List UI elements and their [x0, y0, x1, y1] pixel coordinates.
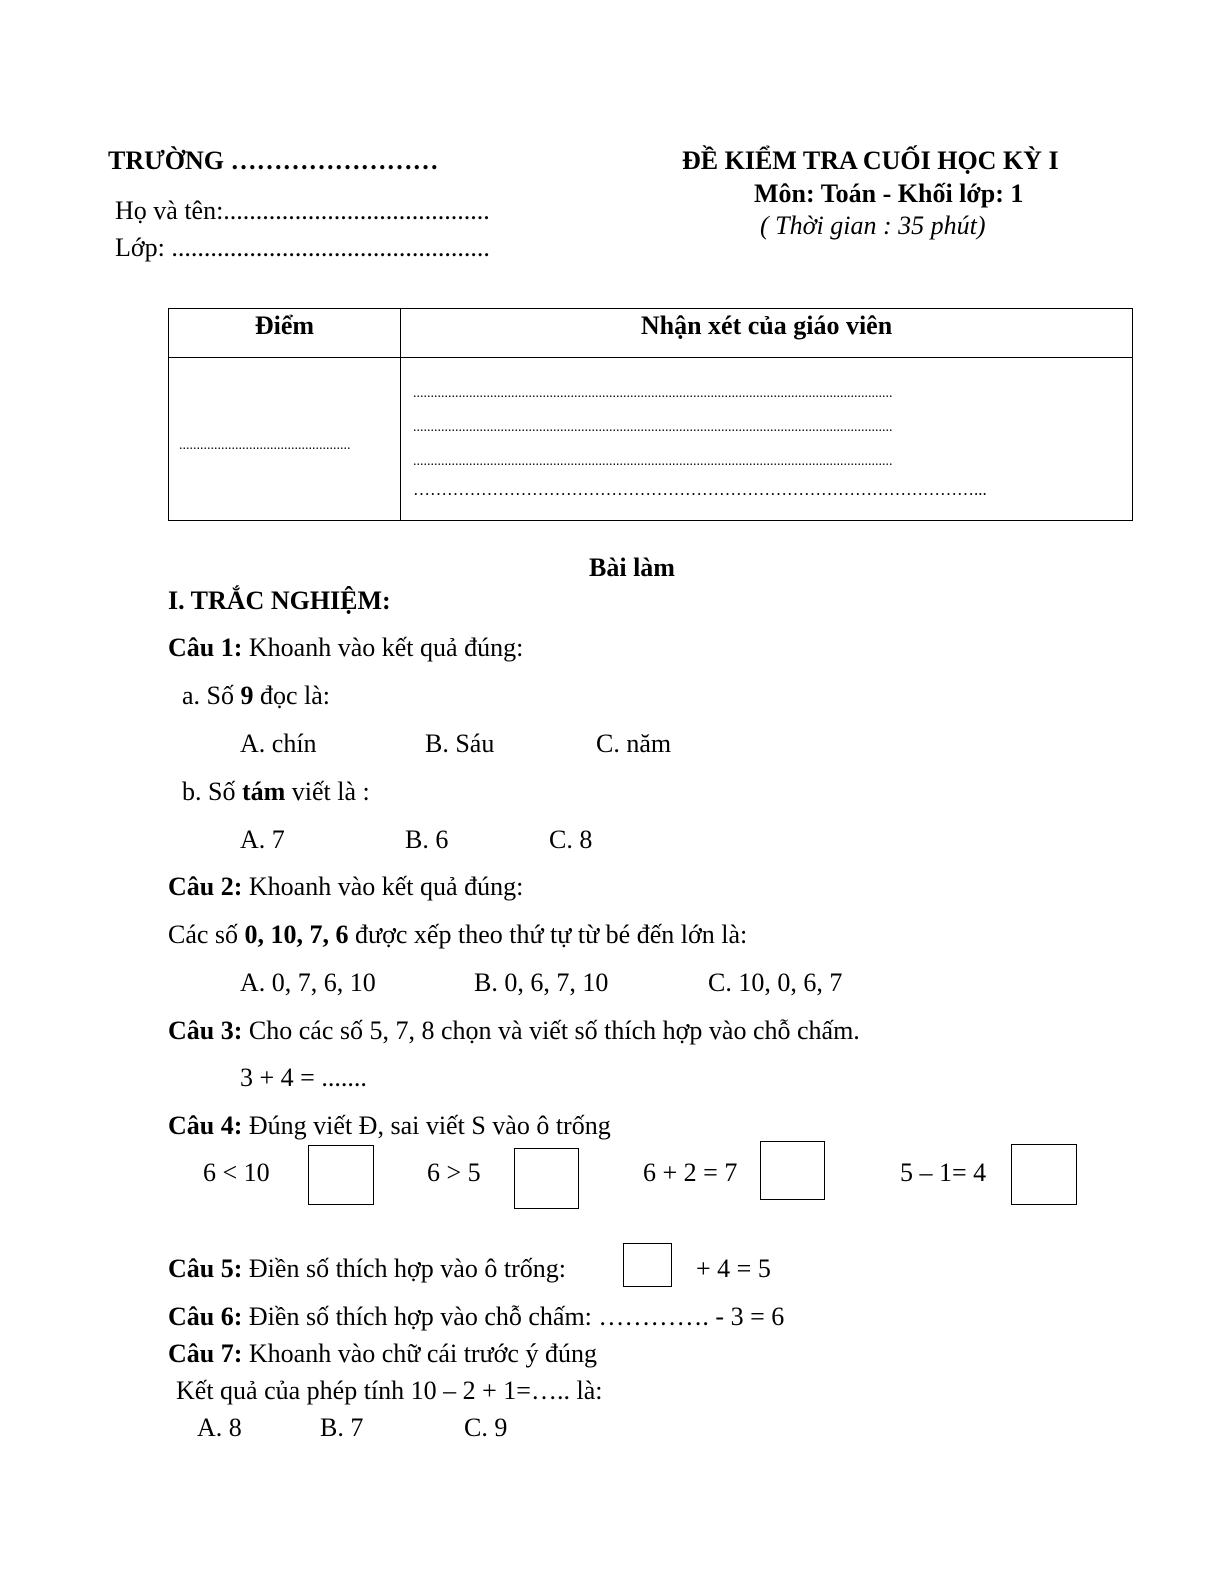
question-label: Câu 6: — [168, 1302, 243, 1331]
grade-table — [168, 308, 1133, 521]
comment-line: ......................................................................................................................................... — [413, 386, 893, 401]
q4-answer-box-1[interactable] — [308, 1145, 374, 1205]
q4-answer-box-2[interactable] — [514, 1148, 579, 1209]
question-text: Điền số thích hợp vào chỗ chấm: …………. - 3 = 6 — [242, 1302, 785, 1331]
comment-line: ......................................................................................................................................... — [413, 454, 893, 469]
q1a-option-a[interactable]: A. chín — [240, 729, 317, 758]
question-label: Câu 1: — [168, 633, 243, 662]
q1b-option-a[interactable]: A. 7 — [240, 825, 285, 854]
question-7 — [168, 1339, 597, 1369]
question-text: Cho các số 5, 7, 8 chọn và viết số thích hợp vào chỗ chấm. — [242, 1016, 860, 1045]
q5-expression: + 4 = 5 — [696, 1254, 771, 1283]
question-label: Câu 7: — [168, 1339, 243, 1368]
question-text: Khoanh vào kết quả đúng: — [242, 633, 524, 662]
question-label: Câu 2: — [168, 872, 243, 901]
comment-line: ………………………………………………………………………………………... — [413, 480, 987, 499]
q1a-option-c[interactable]: C. năm — [596, 729, 672, 758]
comment-line: ......................................................................................................................................... — [413, 420, 893, 435]
question-1b — [182, 777, 370, 807]
comment-cell[interactable] — [401, 358, 1133, 521]
q1a-bold: 9 — [240, 681, 254, 710]
score-cell[interactable] — [169, 358, 401, 521]
question-5 — [168, 1254, 566, 1284]
q4-item-1: 6 < 10 — [203, 1158, 270, 1187]
q1a-option-b[interactable]: B. Sáu — [425, 729, 495, 758]
question-text: Đúng viết Đ, sai viết S vào ô trống — [242, 1111, 611, 1140]
q1b-post: viết là : — [285, 777, 370, 806]
question-text: Khoanh vào chữ cái trước ý đúng — [242, 1339, 597, 1368]
section-title: I. TRẮC NGHIỆM: — [168, 586, 391, 615]
bai-lam-heading: Bài làm — [589, 553, 675, 582]
q7-option-b[interactable]: B. 7 — [320, 1413, 364, 1442]
q7-line: Kết quả của phép tính 10 – 2 + 1=….. là: — [176, 1376, 603, 1405]
q1a-post: đọc là: — [253, 681, 331, 710]
q4-item-4: 5 – 1= 4 — [900, 1158, 987, 1187]
class-line: Lớp: ................................................. — [115, 233, 490, 262]
school-line: TRƯỜNG …………………… — [108, 146, 439, 175]
question-1 — [168, 633, 523, 663]
q5-answer-box[interactable] — [623, 1243, 672, 1287]
question-text: Điền số thích hợp vào ô trống: — [242, 1254, 566, 1283]
question-1a — [182, 681, 330, 711]
q2-option-b[interactable]: B. 0, 6, 7, 10 — [474, 968, 609, 997]
q1a-pre: a. Số — [182, 681, 241, 710]
q2-option-a[interactable]: A. 0, 7, 6, 10 — [240, 968, 376, 997]
q1b-option-b[interactable]: B. 6 — [405, 825, 449, 854]
q2-bold: 0, 10, 7, 6 — [244, 920, 349, 949]
q2-option-c[interactable]: C. 10, 0, 6, 7 — [708, 968, 843, 997]
question-label: Câu 3: — [168, 1016, 243, 1045]
q7-option-c[interactable]: C. 9 — [464, 1413, 508, 1442]
q4-answer-box-3[interactable] — [760, 1141, 825, 1200]
q1b-bold: tám — [241, 777, 286, 806]
exam-subject: Môn: Toán - Khối lớp: 1 — [754, 179, 1024, 208]
q4-answer-box-4[interactable] — [1011, 1144, 1077, 1205]
name-line: Họ và tên:......................................... — [115, 196, 490, 225]
q1b-pre: b. Số — [182, 777, 242, 806]
q1b-option-c[interactable]: C. 8 — [549, 825, 593, 854]
q2-post: được xếp theo thứ tự từ bé đến lớn là: — [348, 920, 748, 949]
score-header: Điểm — [169, 309, 401, 358]
exam-time: ( Thời gian : 35 phút) — [760, 211, 986, 240]
question-2-line — [168, 920, 747, 950]
q4-item-3: 6 + 2 = 7 — [643, 1158, 738, 1187]
comment-header: Nhận xét của giáo viên — [401, 309, 1133, 358]
question-label: Câu 5: — [168, 1254, 243, 1283]
exam-title: ĐỀ KIỂM TRA CUỐI HỌC KỲ I — [682, 146, 1059, 175]
q2-pre: Các số — [168, 920, 245, 949]
q7-option-a[interactable]: A. 8 — [197, 1413, 242, 1442]
question-3 — [168, 1016, 860, 1046]
question-2 — [168, 872, 523, 902]
q4-item-2: 6 > 5 — [427, 1158, 481, 1187]
q3-expression[interactable]: 3 + 4 = ....... — [240, 1063, 367, 1092]
score-dots: ................................................. — [179, 438, 351, 453]
question-text: Khoanh vào kết quả đúng: — [242, 872, 524, 901]
question-4 — [168, 1111, 611, 1141]
question-label: Câu 4: — [168, 1111, 243, 1140]
question-6 — [168, 1302, 784, 1332]
